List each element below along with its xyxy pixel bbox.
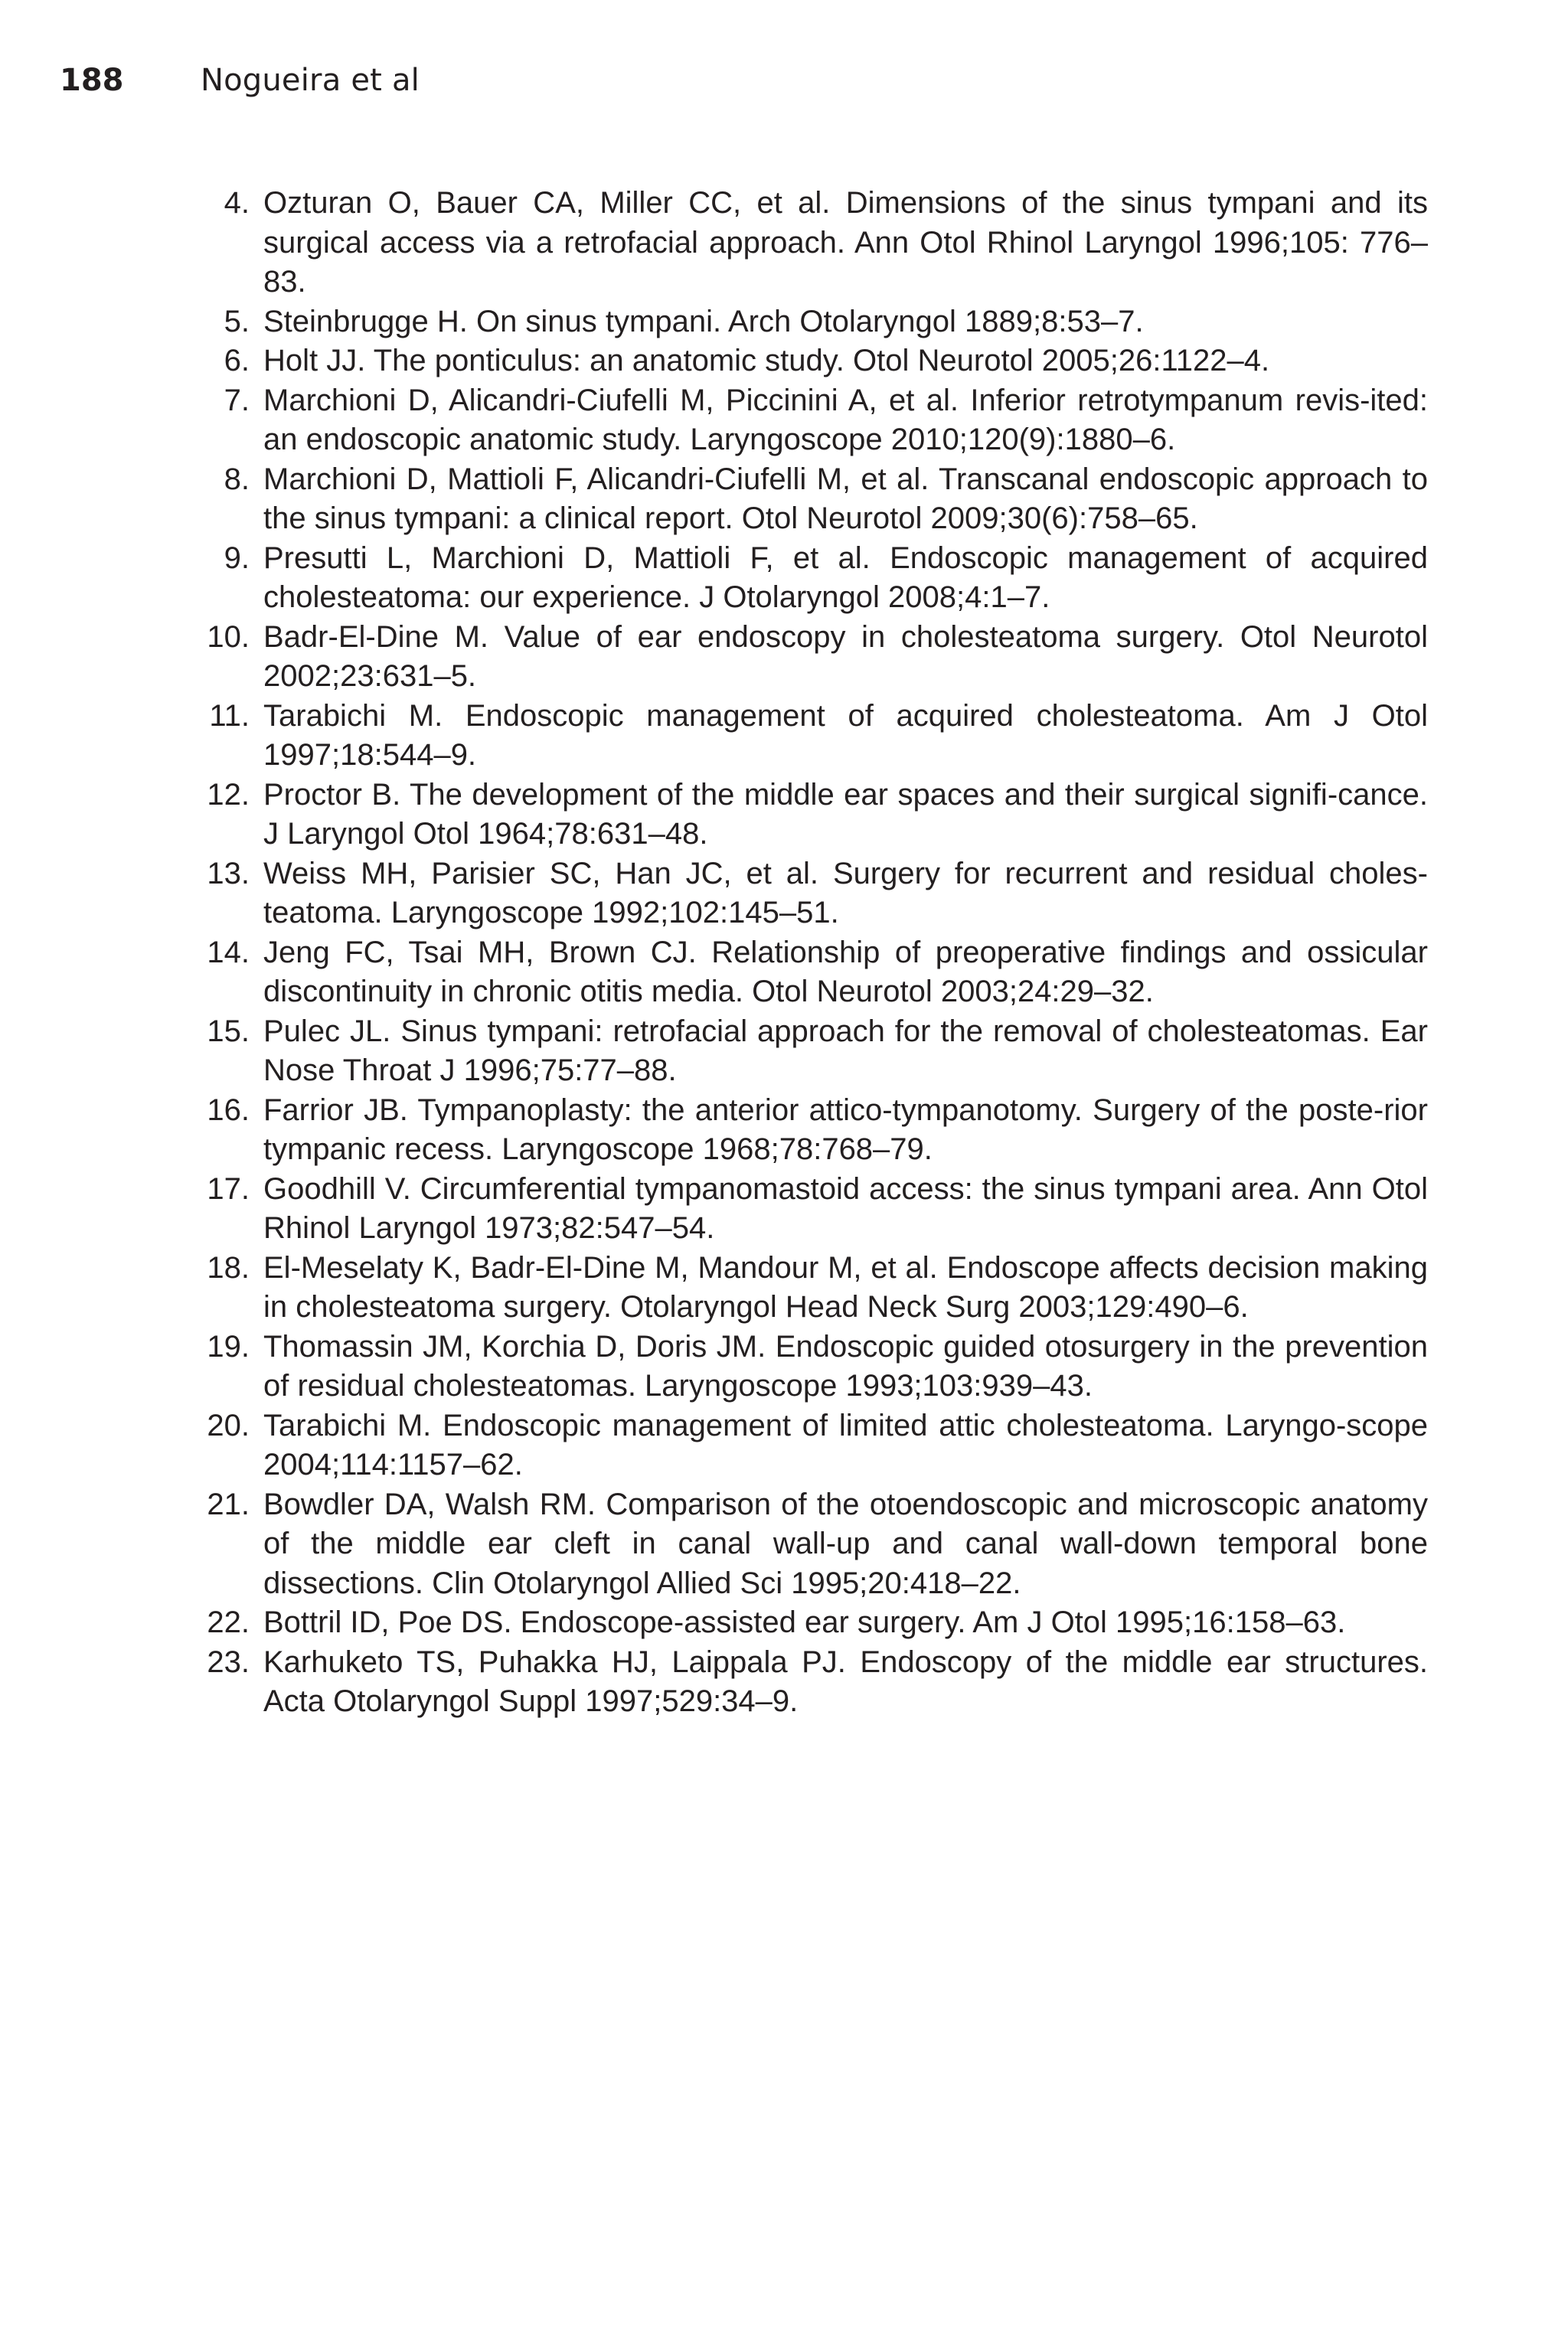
- reference-number: 19.: [207, 1329, 250, 1364]
- reference-number: 7.: [224, 383, 250, 417]
- reference-text: Ozturan O, Bauer CA, Miller CC, et al. Dimensions of the sinus tympani and its surgical access via a retrofacial approach. Ann Otol Rhinol Laryngol 1996;105: 776–83.: [263, 186, 1428, 299]
- reference-item: [201, 1485, 1428, 1604]
- reference-text: Bottril ID, Poe DS. Endoscope-assisted ear surgery. Am J Otol 1995;16:158–63.: [263, 1606, 1346, 1639]
- reference-item: [201, 302, 1428, 342]
- reference-number: 21.: [207, 1487, 250, 1521]
- reference-number: 17.: [207, 1171, 250, 1206]
- reference-text: Holt JJ. The ponticulus: an anatomic study. Otol Neurotol 2005;26:1122–4.: [263, 344, 1270, 377]
- reference-list: [201, 184, 1428, 1722]
- reference-text: Goodhill V. Circumferential tympanomastoid access: the sinus tympani area. Ann Otol Rhinol Laryngol 1973;82:547–54.: [263, 1171, 1428, 1245]
- reference-text: Proctor B. The development of the middle ear spaces and their surgical signifi-cance. J Laryngol Otol 1964;78:631–48.: [263, 777, 1428, 851]
- reference-text: Bowdler DA, Walsh RM. Comparison of the otoendoscopic and microscopic anatomy of the middle ear cleft in canal wall-up and canal wall-down temporal bone dissections. Clin Otolaryngol Allied Sci 1995;20:418–22.: [263, 1487, 1428, 1600]
- reference-item: [201, 933, 1428, 1012]
- reference-item: [201, 1091, 1428, 1170]
- reference-item: [201, 341, 1428, 381]
- reference-number: 4.: [224, 186, 250, 220]
- reference-number: 6.: [224, 344, 250, 377]
- reference-item: [201, 1249, 1428, 1328]
- reference-item: [201, 1643, 1428, 1722]
- reference-item: [201, 381, 1428, 460]
- reference-item: [201, 854, 1428, 933]
- reference-text: Pulec JL. Sinus tympani: retrofacial approach for the removal of cholesteatomas. Ear Nose Throat J 1996;75:77–88.: [263, 1014, 1428, 1087]
- reference-number: 12.: [207, 777, 250, 812]
- reference-text: Karhuketo TS, Puhakka HJ, Laippala PJ. Endoscopy of the middle ear structures. Acta Otolaryngol Suppl 1997;529:34–9.: [263, 1645, 1428, 1718]
- reference-text: Steinbrugge H. On sinus tympani. Arch Otolaryngol 1889;8:53–7.: [263, 304, 1144, 338]
- running-header: [60, 63, 420, 109]
- reference-number: 9.: [224, 541, 250, 575]
- reference-text: Thomassin JM, Korchia D, Doris JM. Endoscopic guided otosurgery in the prevention of residual cholesteatomas. Laryngoscope 1993;103:939–43.: [263, 1329, 1428, 1403]
- reference-item: [201, 697, 1428, 776]
- reference-number: 8.: [224, 462, 250, 496]
- running-author: Nogueira et al: [201, 63, 420, 98]
- reference-item: [201, 1406, 1428, 1485]
- page-number: 188: [60, 63, 124, 98]
- reference-item: [201, 539, 1428, 618]
- reference-item: [201, 618, 1428, 697]
- reference-text: Presutti L, Marchioni D, Mattioli F, et al. Endoscopic management of acquired cholesteatoma: our experience. J Otolaryngol 2008;4:1–7.: [263, 541, 1428, 614]
- reference-item: [201, 1328, 1428, 1406]
- reference-number: 13.: [207, 856, 250, 890]
- reference-item: [201, 460, 1428, 539]
- reference-text: Weiss MH, Parisier SC, Han JC, et al. Surgery for recurrent and residual choles-teatoma. Laryngoscope 1992;102:145–51.: [263, 856, 1428, 929]
- reference-text: Marchioni D, Mattioli F, Alicandri-Ciufelli M, et al. Transcanal endoscopic approach to the sinus tympani: a clinical report. Otol Neurotol 2009;30(6):758–65.: [263, 462, 1428, 535]
- reference-number: 15.: [207, 1014, 250, 1048]
- reference-text: Marchioni D, Alicandri-Ciufelli M, Piccinini A, et al. Inferior retrotympanum revis-ited: an endoscopic anatomic study. Laryngoscope 2010;120(9):1880–6.: [263, 383, 1428, 456]
- reference-item: [201, 776, 1428, 854]
- reference-number: 16.: [207, 1093, 250, 1127]
- reference-item: [201, 184, 1428, 302]
- reference-text: El-Meselaty K, Badr-El-Dine M, Mandour M, et al. Endoscope affects decision making in cholesteatoma surgery. Otolaryngol Head Neck Surg 2003;129:490–6.: [263, 1250, 1428, 1324]
- reference-text: Badr-El-Dine M. Value of ear endoscopy in cholesteatoma surgery. Otol Neurotol 2002;23:631–5.: [263, 619, 1428, 693]
- reference-number: 23.: [207, 1645, 250, 1679]
- reference-item: [201, 1603, 1428, 1643]
- reference-text: Tarabichi M. Endoscopic management of limited attic cholesteatoma. Laryngo-scope 2004;114:1157–62.: [263, 1408, 1428, 1481]
- reference-number: 14.: [207, 935, 250, 969]
- reference-item: [201, 1012, 1428, 1091]
- reference-number: 20.: [207, 1408, 250, 1442]
- reference-number: 5.: [224, 304, 250, 338]
- reference-text: Jeng FC, Tsai MH, Brown CJ. Relationship of preoperative findings and ossicular discontinuity in chronic otitis media. Otol Neurotol 2003;24:29–32.: [263, 935, 1428, 1008]
- reference-number: 10.: [207, 619, 250, 654]
- reference-number: 11.: [209, 698, 250, 733]
- reference-number: 22.: [207, 1606, 250, 1639]
- reference-text: Tarabichi M. Endoscopic management of acquired cholesteatoma. Am J Otol 1997;18:544–9.: [263, 698, 1428, 772]
- reference-item: [201, 1170, 1428, 1249]
- reference-number: 18.: [207, 1250, 250, 1285]
- reference-text: Farrior JB. Tympanoplasty: the anterior attico-tympanotomy. Surgery of the poste-rior tympanic recess. Laryngoscope 1968;78:768–79.: [263, 1093, 1428, 1166]
